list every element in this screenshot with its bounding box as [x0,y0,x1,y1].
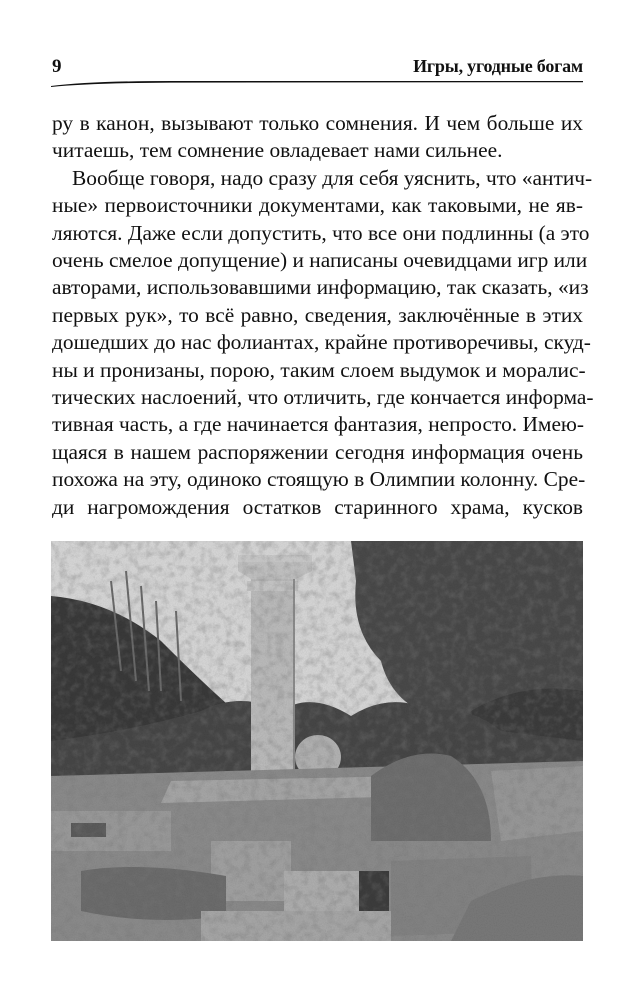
text-line: щаяся в нашем распоряжении сегодня информация очень [52,439,583,464]
body-text [52,110,594,521]
running-title: Игры, угодные богам [413,56,583,76]
text-line: Вообще говоря, надо сразу для себя уяснить, что «антич- [72,165,593,190]
text-line: читаешь, тем сомнение овладевает нами сильнее. [52,138,503,163]
text-line: ру в канон, вызывают только сомнения. И чем больше их [52,111,583,135]
page-number: 9 [52,56,62,77]
text-line: первых рук», то всё равно, сведения, заключённые в этих [52,302,583,327]
photo-illustration [51,541,583,941]
text-line: очень смелое допущение) и написаны очевидцами игр или [52,248,588,273]
text-line: ди нагромождения остатков старинного храма, кусков [52,494,583,519]
olympia-column-photo [51,541,583,941]
text-line: тических наслоений, что отличить, где кончается информа- [52,385,594,410]
text-line: авторами, использовавшими информацию, так сказать, «из [52,275,589,300]
text-line: дошедших до нас фолиантах, крайне противоречивы, скуд- [52,330,591,355]
text-line: ляются. Даже если допустить, что все они подлинны (а это [52,220,590,245]
text-line: ны и пронизаны, порою, таким слоем выдумок и моралис- [52,357,586,382]
text-line: похожа на эту, одиноко стоящую в Олимпии колонну. Сре- [52,467,586,492]
text-line: тивная часть, а где начинается фантазия, непросто. Имею- [52,412,585,437]
text-line: ные» первоисточники документами, как таковыми, не яв- [52,193,583,218]
header-rule [51,79,583,89]
